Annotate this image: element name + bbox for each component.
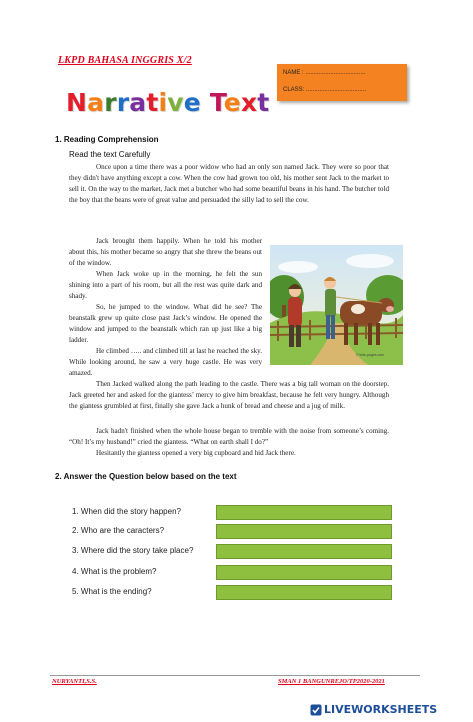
student-id-box [277,64,407,101]
answer-field-3[interactable] [216,544,392,559]
title-letter: a [129,88,147,117]
title-letter: r [104,88,117,117]
footer-divider [50,675,420,676]
question-2: 2. Who are the caracters? [72,526,165,535]
title-letter [201,88,210,117]
class-line: CLASS: .................................... [283,87,367,93]
question-4: 4. What is the problem? [72,567,157,576]
section-heading-questions: 2. Answer the Question below based on the text [55,472,237,481]
name-line: NAME : .................................... [283,70,366,76]
title-letter: x [240,88,258,117]
title-letter: r [116,88,130,117]
story-paragraph-3: When Jack woke up in the morning, he felt the sun shining into a part of his room, but all the rest was quite dark and shady. [69,270,262,300]
title-letter: v [167,88,184,117]
story-paragraph-5: He climbed ….. and climbed till at last he reached the sky. While looking around, he saw a very huge castle. He was very amazed. [69,347,262,377]
image-credit: © kids-pages.com [356,353,385,357]
footer-school: SMAN 1 BANGUNREJO/TP2020-2021 [278,678,385,685]
page-title [66,88,269,117]
subject-heading: LKPD BAHASA INGGRIS X/2 [58,55,192,66]
answer-field-4[interactable] [216,565,392,580]
answer-field-1[interactable] [216,505,392,520]
story-paragraph-8: Hesitantly the giantess opened a very big cupboard and hid Jack there. [96,449,296,457]
answer-field-5[interactable] [216,585,392,600]
story-paragraph-6: Then Jacked walked along the path leading to the castle. There was a big tall woman on the doorstep. Jack greeted her and asked for the giantess’ mercy to give him breakfast, because he felt very hungry. Although the giantess grumbled at first, finally she gave Jack a hunk of bread and cheese and a jug of milk. [69,380,389,410]
question-3: 3. Where did the story take place? [72,546,194,555]
liveworksheets-logo-icon [310,703,322,715]
liveworksheets-brand: LIVEWORKSHEETS [324,703,438,716]
question-5: 5. What is the ending? [72,587,152,596]
title-letter: N [66,88,88,117]
title-letter: e [223,88,241,117]
story-paragraph-7: Jack hadn't finished when the whole house began to tremble with the noise from someone’s coming. “Oh! It’s my husband!” cried the giantess. “What on earth shall I do?” [69,427,389,446]
title-letter: e [183,88,201,117]
title-letter: a [87,88,105,117]
question-1: 1. When did the story happen? [72,507,181,516]
section-heading-reading: 1. Reading Comprehension [55,135,159,144]
story-paragraph-4: So, he jumped to the window. What did he see? The beanstalk grew up quite close past Jack’s window. He opened the window and jumped to the beanstalk which ran up just like a big ladder. [69,303,262,344]
footer-author: NURYANTI,S.S. [52,678,97,685]
title-letter: t [146,88,159,117]
answer-field-2[interactable] [216,524,392,539]
title-letter: t [257,88,270,117]
title-letter: i [158,88,168,117]
reading-instruction: Read the text Carefully [69,150,151,159]
title-letter: T [209,88,224,117]
story-paragraph-2: Jack brought them happily. When he told his mother about this, his mother became so angry that she threw the beans out of the window. [69,237,262,267]
story-illustration [270,245,403,365]
story-paragraph-1: Once upon a time there was a poor widow who had an only son named Jack. They were so poor that they didn't have anything except a cow. When the cow had grown too old, his mother sent Jack to the market to sell it. On the way to the market, Jack met a butcher who had some beautiful beans in his hand. The butcher told the boy that the beans were of great value and persuaded the silly lad to sell the cow. [69,163,389,204]
